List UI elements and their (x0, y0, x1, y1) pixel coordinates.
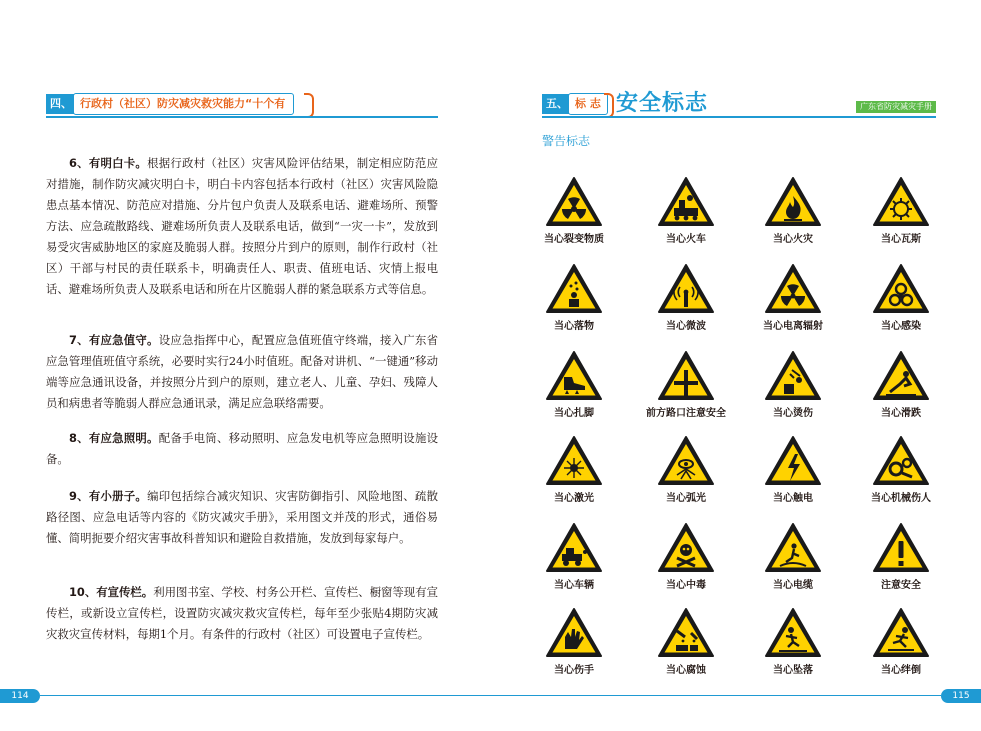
sign-label: 当心感染 (881, 321, 921, 332)
biohazard-icon (872, 263, 930, 314)
crossroad-icon (657, 350, 715, 401)
warning-sign (636, 522, 736, 594)
warning-sign (743, 350, 843, 422)
sign-label: 当心车辆 (554, 580, 594, 591)
warning-sign (851, 176, 951, 248)
arc-light-icon (657, 435, 715, 486)
page-number: 115 (941, 689, 981, 703)
left-page (0, 0, 490, 731)
warning-sign (743, 522, 843, 594)
warning-sign (636, 350, 736, 422)
page-title: 安全标志 (616, 91, 709, 116)
warning-sign (524, 176, 624, 248)
warning-sign (851, 522, 951, 594)
warning-sign (851, 607, 951, 679)
right-page (490, 0, 981, 731)
fall-icon (764, 607, 822, 658)
sign-label: 当心机械伤人 (871, 493, 931, 504)
sign-label: 当心扎脚 (554, 408, 594, 419)
page-number: 114 (0, 689, 40, 703)
warning-sign (851, 435, 951, 507)
section-divider (46, 116, 438, 118)
paragraph-body: 利用图书室、学校、村务公开栏、宣传栏、橱窗等现有宣传栏，或新设立宣传栏，设置防灾减灾救灾宣传栏，每年至少张贴4期防灾减灾救灾宣传材料，每期1个月。有条件的行政村（社区）可设置电子宣传栏。 (46, 585, 438, 641)
paragraph-head: 10、有宣传栏。 (69, 585, 154, 599)
sign-label: 当心绊倒 (881, 665, 921, 676)
section-number: 五、 (542, 94, 572, 114)
hand-injury-icon (545, 607, 603, 658)
sign-label: 当心弧光 (666, 493, 706, 504)
scald-icon (764, 350, 822, 401)
sign-label: 当心腐蚀 (666, 665, 706, 676)
warning-sign (524, 522, 624, 594)
paragraph-8 (46, 428, 438, 470)
sign-label: 当心伤手 (554, 665, 594, 676)
electric-shock-icon (764, 435, 822, 486)
sign-label: 当心触电 (773, 493, 813, 504)
sign-label: 当心电离辐射 (763, 321, 823, 332)
fire-icon (764, 176, 822, 227)
cable-icon (764, 522, 822, 573)
sign-label: 当心电缆 (773, 580, 813, 591)
paragraph-body: 配备手电筒、移动照明、应急发电机等应急照明设施设备。 (46, 431, 438, 466)
section-number: 四、 (46, 94, 74, 114)
warning-sign (524, 435, 624, 507)
falling-object-icon (545, 263, 603, 314)
sign-label: 注意安全 (881, 580, 921, 591)
warning-sign (636, 435, 736, 507)
fission-icon (545, 176, 603, 227)
sign-label: 当心滑跌 (881, 408, 921, 419)
paragraph-body: 根据行政村（社区）灾害风险评估结果，制定相应防范应对措施，制作防灾减灾明白卡，明白卡内容包括本行政村（社区）灾害风险隐患点基本情况、防范应对措施、分片包户负责人及联系电话、避难场所、预警方法、应急疏散路线、避难场所负责人及联系电话，做到“一灾一卡”，发放到易受灾害威胁地区的家庭及脆弱人群。按照分片到户的原则，制作行政村（社区）干部与村民的责任联系卡，明确责任人、职责、值班电话、灾情上报电话、避难场所负责人及联系电话和所在片区脆弱人群的紧急联系方式等信息。 (46, 156, 438, 296)
section-title: 行政村（社区）防灾减灾救灾能力“十个有 (73, 93, 294, 115)
radiation-icon (764, 263, 822, 314)
trip-icon (872, 607, 930, 658)
sign-label: 当心火灾 (773, 234, 813, 245)
warning-sign (524, 607, 624, 679)
paragraph-head: 6、有明白卡。 (69, 156, 148, 170)
section-header (542, 92, 936, 118)
handbook-badge: 广东省防灾减灾手册 (856, 101, 936, 113)
paragraph-10 (46, 582, 438, 645)
train-icon (657, 176, 715, 227)
corrosion-icon (657, 607, 715, 658)
warning-sign (743, 176, 843, 248)
sign-label: 当心坠落 (773, 665, 813, 676)
slip-icon (872, 350, 930, 401)
paragraph-body: 编印包括综合减灾知识、灾害防御指引、风险地图、疏散路径图、应急电话等内容的《防灾减灾手册》，采用图文并茂的形式，通俗易懂、简明扼要介绍灾害事故科普知识和避险自救措施，发放到每家每户。 (46, 489, 438, 545)
section-header (46, 92, 438, 118)
section-divider (542, 116, 936, 118)
microwave-icon (657, 263, 715, 314)
warning-sign (636, 607, 736, 679)
warning-sign (743, 607, 843, 679)
vehicle-icon (545, 522, 603, 573)
warning-sign (851, 350, 951, 422)
sign-label: 当心裂变物质 (544, 234, 604, 245)
laser-icon (545, 435, 603, 486)
foot-puncture-icon (545, 350, 603, 401)
warning-sign (851, 263, 951, 335)
paragraph-head: 9、有小册子。 (69, 489, 148, 503)
warning-sign (524, 350, 624, 422)
warning-sign (743, 263, 843, 335)
warning-sign (636, 263, 736, 335)
machinery-icon (872, 435, 930, 486)
footer-line (40, 695, 490, 696)
bracket-decoration (304, 93, 314, 118)
paragraph-9 (46, 486, 438, 549)
sub-heading: 警告标志 (542, 134, 591, 148)
sign-label: 当心火车 (666, 234, 706, 245)
sign-label: 当心落物 (554, 321, 594, 332)
sign-label: 当心微波 (666, 321, 706, 332)
paragraph-body: 设应急指挥中心，配置应急值班值守终端，接入广东省应急管理值班值守系统，必要时实行24小时值班。配备对讲机、“一键通”移动端等应急通讯设备，并按照分片到户的原则，建立老人、儿童、孕妇、残障人员和病患者等脆弱人群应急通讯录，满足应急联络需要。 (46, 333, 438, 410)
gas-icon (872, 176, 930, 227)
sign-label: 前方路口注意安全 (646, 408, 726, 419)
section-tag: 标 志 (568, 93, 608, 115)
exclamation-icon (872, 522, 930, 573)
poison-icon (657, 522, 715, 573)
sign-label: 当心烫伤 (773, 408, 813, 419)
paragraph-6 (46, 153, 438, 300)
paragraph-head: 7、有应急值守。 (69, 333, 159, 347)
sign-label: 当心瓦斯 (881, 234, 921, 245)
warning-sign (524, 263, 624, 335)
warning-sign (743, 435, 843, 507)
bracket-decoration (604, 93, 614, 118)
warning-sign (636, 176, 736, 248)
paragraph-7 (46, 330, 438, 414)
sign-label: 当心中毒 (666, 580, 706, 591)
paragraph-head: 8、有应急照明。 (69, 431, 159, 445)
sign-label: 当心激光 (554, 493, 594, 504)
footer-line (490, 695, 941, 696)
